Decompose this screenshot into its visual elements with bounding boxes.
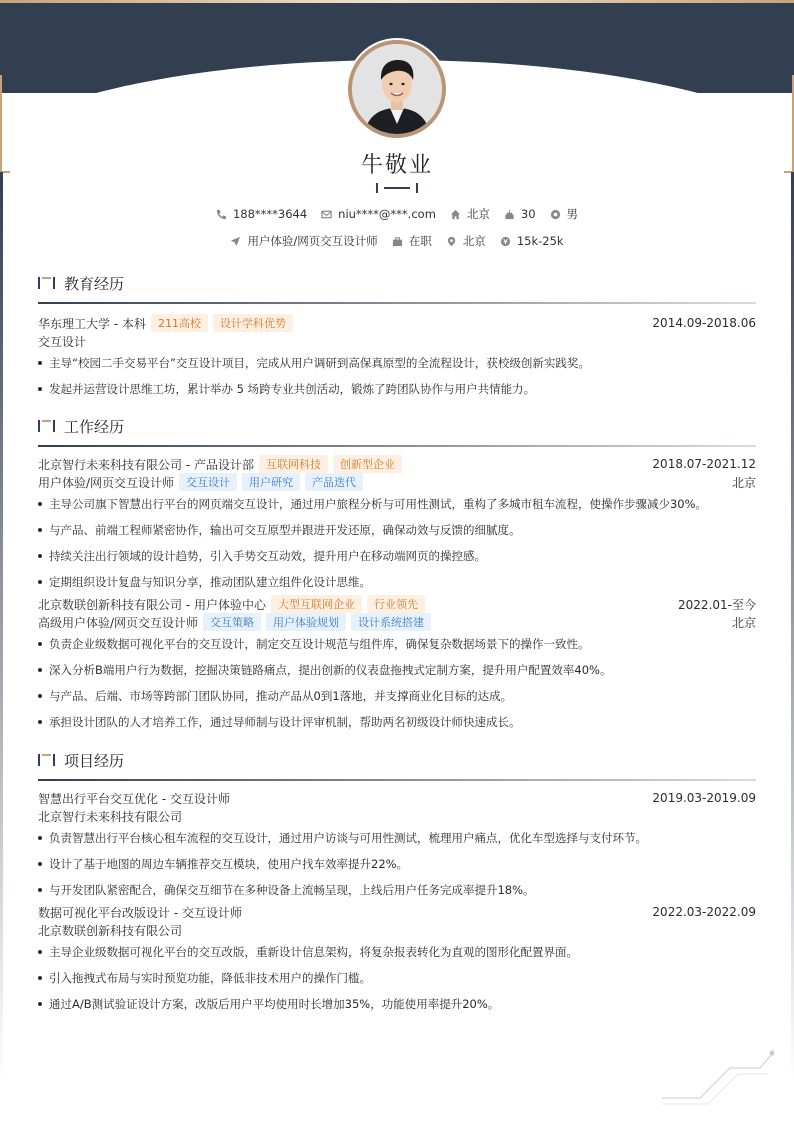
list-item: 定期组织设计复盘与知识分享，推动团队建立组件化设计思维。 <box>38 574 756 590</box>
contact-salary <box>500 233 564 249</box>
list-item: 与开发团队紧密配合，确保交互细节在多种设备上流畅呈现，上线后用户任务完成率提升18%。 <box>38 882 756 898</box>
project-item <box>38 903 756 1012</box>
project-company: 北京数联创新科技有限公司 <box>38 923 183 938</box>
list-item: 与产品、前端工程师紧密协作，输出可交互原型并跟进开发还原，确保动效与反馈的细腻度。 <box>38 522 756 538</box>
major: 交互设计 <box>38 334 87 349</box>
date: 2022.03-2022.09 <box>652 905 756 919</box>
contact-gender <box>550 206 579 222</box>
project-item <box>38 789 756 898</box>
home-text: 北京 <box>466 207 490 221</box>
date: 2019.03-2019.09 <box>652 791 756 805</box>
list-item: 设计了基于地图的周边车辆推荐交互模块，使用户找车效率提升22%。 <box>38 856 756 872</box>
send-icon <box>230 236 241 247</box>
home-icon <box>450 209 461 220</box>
section-rule <box>38 779 756 781</box>
list-item: 主导公司旗下智慧出行平台的网页端交互设计，通过用户旅程分析与可用性测试，重构了多城市租车流程，使操作步骤减少30%。 <box>38 496 756 512</box>
section-header <box>38 749 756 771</box>
tag: 交互策略 <box>203 613 261 631</box>
section-header <box>38 272 756 294</box>
section-rule <box>38 445 756 447</box>
list-item: 通过A/B测试验证设计方案，改版后用户平均使用时长增加35%，功能使用率提升20%。 <box>38 996 756 1012</box>
education-item <box>38 314 756 397</box>
list-item: 引入拖拽式布局与实时预览功能，降低非技术用户的操作门槛。 <box>38 970 756 986</box>
section-projects <box>38 749 756 1017</box>
city: 北京 <box>731 475 756 490</box>
corner-decoration <box>660 1046 778 1106</box>
section-marker-icon <box>38 419 56 433</box>
list-item: 发起并运营设计思维工坊，累计举办 5 场跨专业共创活动，锻炼了跨团队协作与用户共情能力。 <box>38 381 756 397</box>
list-item: 承担设计团队的人才培养工作，通过导师制与设计评审机制，帮助两名初级设计师快速成长。 <box>38 714 756 730</box>
section-marker-icon <box>38 753 56 767</box>
contact-target-city <box>446 233 486 249</box>
list-item: 与产品、后端、市场等跨部门团队协同，推动产品从0到1落地，并支撑商业化目标的达成。 <box>38 688 756 704</box>
cake-icon <box>504 209 515 220</box>
list-item: 深入分析B端用户行为数据，挖掘决策链路痛点，提出创新的仪表盘拖拽式定制方案，提升用户配置效率40%。 <box>38 662 756 678</box>
tag: 设计系统搭建 <box>351 613 431 631</box>
tag: 大型互联网企业 <box>271 595 362 613</box>
gender-text: 男 <box>566 207 579 221</box>
contact-row-job <box>0 233 794 249</box>
contact-home <box>450 206 490 222</box>
project-heading: 数据可视化平台改版设计 - 交互设计师 <box>38 905 242 920</box>
list-item: 负责企业级数据可视化平台的交互设计，制定交互设计规范与组件库，确保复杂数据场景下的操作一致性。 <box>38 636 756 652</box>
frame-left <box>0 172 3 1082</box>
section-work <box>38 415 756 735</box>
target-role-text: 用户体验/网页交互设计师 <box>247 234 378 248</box>
contact-target-role <box>230 233 377 249</box>
tag: 用户研究 <box>242 473 300 491</box>
section-header <box>38 415 756 437</box>
phone-icon <box>216 209 227 220</box>
tag: 互联网科技 <box>259 455 328 473</box>
section-title: 教育经历 <box>64 274 125 293</box>
tag: 交互设计 <box>179 473 237 491</box>
tag: 设计学科优势 <box>213 314 293 332</box>
age-text: 30 <box>520 207 536 221</box>
avatar-photo <box>352 44 442 134</box>
contact-age <box>504 206 536 222</box>
company-heading: 北京数联创新科技有限公司 - 用户体验中心 <box>38 597 266 612</box>
location-icon <box>446 236 457 247</box>
list-item: 主导企业级数据可视化平台的交互改版，重新设计信息架构，将复杂报表转化为直观的图形化配置界面。 <box>38 944 756 960</box>
email-text: niu****@***.com <box>338 207 436 221</box>
date: 2022.01-至今 <box>678 597 756 612</box>
name: 牛敬业 <box>360 153 433 178</box>
contact-email <box>321 206 436 222</box>
project-heading: 智慧出行平台交互优化 - 交互设计师 <box>38 791 230 806</box>
tag: 行业领先 <box>367 595 425 613</box>
section-title: 项目经历 <box>64 751 125 770</box>
city: 北京 <box>731 615 756 630</box>
work-item <box>38 595 756 730</box>
contact-status <box>392 233 432 249</box>
tag: 用户体验规划 <box>266 613 346 631</box>
date: 2014.09-2018.06 <box>652 316 756 330</box>
contact-row-basic <box>0 206 794 222</box>
list-item: 主导“校园二手交易平台”交互设计项目，完成从用户调研到高保真原型的全流程设计，获校级创新实践奖。 <box>38 355 756 371</box>
name-divider <box>376 182 418 194</box>
role: 高级用户体验/网页交互设计师 <box>38 615 199 630</box>
company-heading: 北京智行未来科技有限公司 - 产品设计部 <box>38 457 254 472</box>
role: 用户体验/网页交互设计师 <box>38 475 175 490</box>
date: 2018.07-2021.12 <box>652 457 756 471</box>
project-company: 北京智行未来科技有限公司 <box>38 809 183 824</box>
tag: 211高校 <box>151 314 208 332</box>
target-city-text: 北京 <box>462 234 486 248</box>
section-rule <box>38 302 756 304</box>
status-text: 在职 <box>408 234 432 248</box>
tag: 产品迭代 <box>305 473 363 491</box>
money-icon <box>500 236 511 247</box>
contact-phone <box>216 206 307 222</box>
list-item: 负责智慧出行平台核心租车流程的交互设计，通过用户访谈与可用性测试，梳理用户痛点，优化车型选择与支付环节。 <box>38 830 756 846</box>
avatar <box>348 40 446 138</box>
section-education <box>38 272 756 402</box>
work-item <box>38 455 756 590</box>
list-item: 持续关注出行领域的设计趋势，引入手势交互动效，提升用户在移动端网页的操控感。 <box>38 548 756 564</box>
tag: 创新型企业 <box>333 455 402 473</box>
phone-text: 188****3644 <box>232 207 308 221</box>
section-title: 工作经历 <box>64 417 125 436</box>
gender-icon <box>550 209 561 220</box>
mail-icon <box>321 209 332 220</box>
section-marker-icon <box>38 276 56 290</box>
briefcase-icon <box>392 236 403 247</box>
salary-text: 15k-25k <box>516 234 564 248</box>
school-heading: 华东理工大学 - 本科 <box>38 316 146 331</box>
